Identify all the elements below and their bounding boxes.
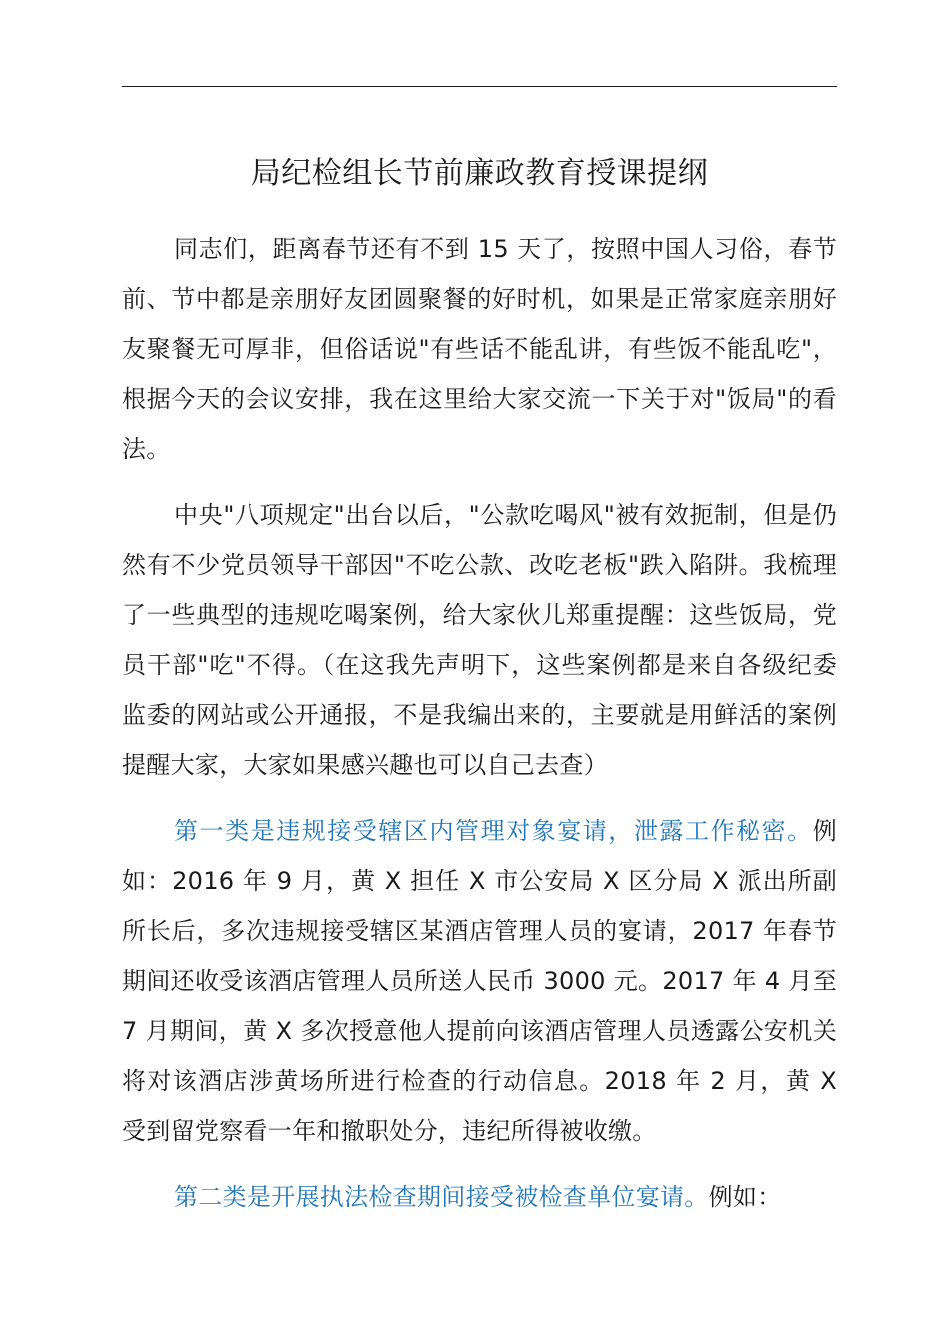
paragraph-text: 例如： xyxy=(708,1183,782,1211)
header-rule xyxy=(122,86,837,87)
case-type-heading: 第一类是违规接受辖区内管理对象宴请，泄露工作秘密。 xyxy=(174,817,813,845)
paragraph-case-type-1 xyxy=(122,806,837,1156)
case-type-heading: 第二类是开展执法检查期间接受被检查单位宴请。 xyxy=(174,1183,709,1211)
paragraph-text: 同志们，距离春节还有不到 15 天了，按照中国人习俗，春节前、节中都是亲朋好友团圆聚餐的好时机，如果是正常家庭亲朋好友聚餐无可厚非，但俗话说"有些话不能乱讲，有些饭不能乱吃"，根据今天的会议安排，我在这里给大家交流一下关于对"饭局"的看法。 xyxy=(122,235,837,463)
document-body xyxy=(122,224,837,1238)
paragraph-intro xyxy=(122,224,837,474)
paragraph-case-type-2 xyxy=(122,1172,837,1222)
paragraph-text: 例如：2016 年 9 月，黄 X 担任 X 市公安局 X 区分局 X 派出所副所长后，多次违规接受辖区某酒店管理人员的宴请，2017 年春节期间还收受该酒店管理人员所送人民币 3000 元。2017 年 4 月至 7 月期间，黄 X 多次授意他人提前向该酒店管理人员透露公安机关将对该酒店涉黄场所进行检查的行动信息。2018 年 2 月，黄 X 受到留党察看一年和撤职处分，违纪所得被收缴。 xyxy=(122,817,837,1145)
document-title: 局纪检组长节前廉政教育授课提纲 xyxy=(250,156,709,191)
paragraph-context xyxy=(122,490,837,790)
paragraph-text: 中央"八项规定"出台以后，"公款吃喝风"被有效扼制，但是仍然有不少党员领导干部因"不吃公款、改吃老板"跌入陷阱。我梳理了一些典型的违规吃喝案例，给大家伙儿郑重提醒：这些饭局，党员干部"吃"不得。（在这我先声明下，这些案例都是来自各级纪委监委的网站或公开通报，不是我编出来的，主要就是用鲜活的案例提醒大家，大家如果感兴趣也可以自己去查） xyxy=(122,501,837,779)
